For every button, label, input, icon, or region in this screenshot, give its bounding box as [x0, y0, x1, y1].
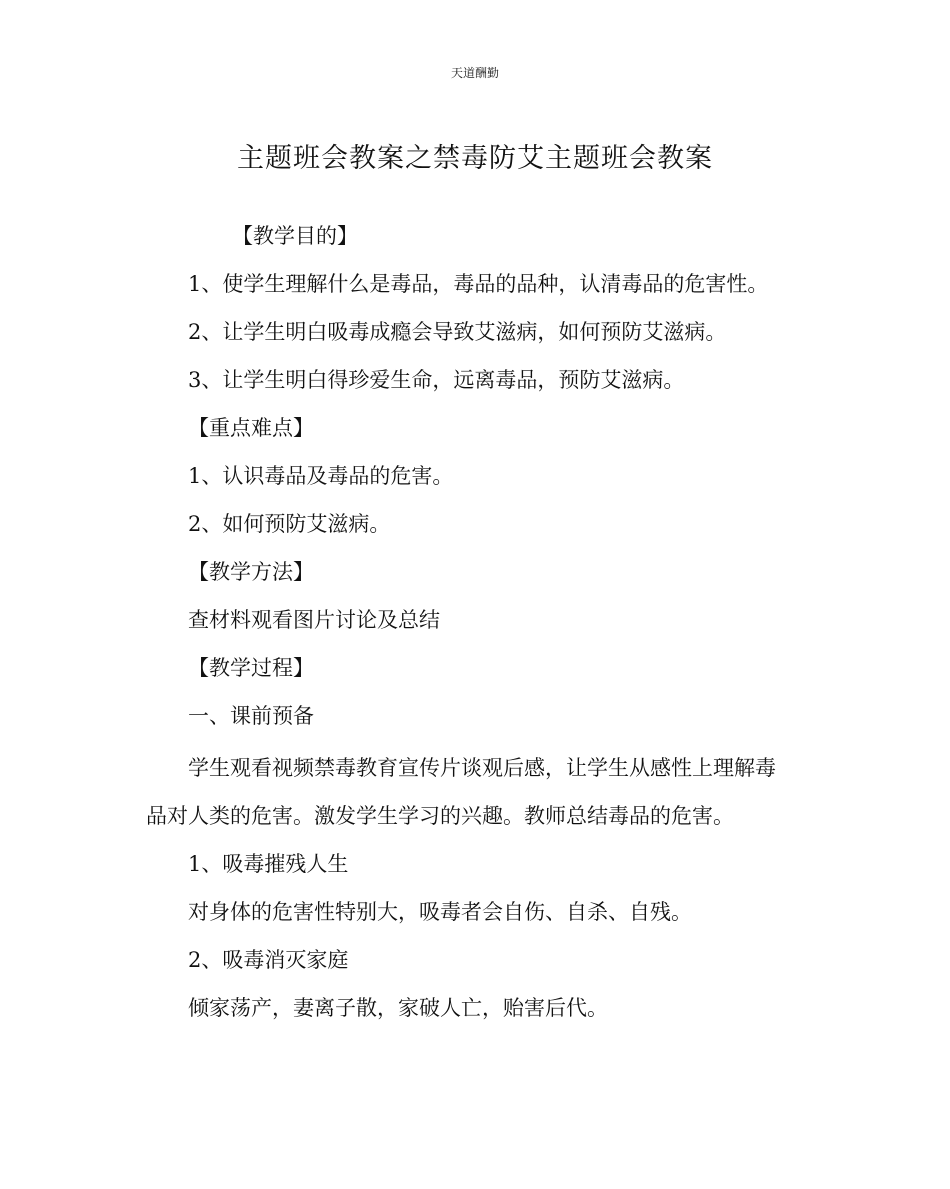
page-header: 天道酬勤: [450, 66, 499, 80]
process-step-heading-1: 一、课前预备: [188, 704, 314, 728]
paragraph-line: 品对人类的危害。激发学生学习的兴趣。教师总结毒品的危害。: [146, 804, 734, 828]
section-heading-process: 【教学过程】: [188, 656, 314, 680]
paragraph-line: 倾家荡产，妻离子散，家破人亡，贻害后代。: [188, 996, 608, 1020]
objective-item-3: 3、让学生明白得珍爱生命，远离毒品，预防艾滋病。: [188, 368, 685, 392]
section-heading-methods: 【教学方法】: [188, 560, 314, 584]
subheading-harm-2: 2、吸毒消灭家庭: [188, 948, 349, 972]
section-heading-objectives: 【教学目的】: [232, 224, 358, 248]
subheading-harm-1: 1、吸毒摧残人生: [188, 852, 349, 876]
section-heading-key-points: 【重点难点】: [188, 416, 314, 440]
document-title: 主题班会教案之禁毒防艾主题班会教案: [237, 143, 713, 174]
key-point-item-2: 2、如何预防艾滋病。: [188, 512, 391, 536]
methods-text: 查材料观看图片讨论及总结: [188, 608, 440, 632]
paragraph-line: 学生观看视频禁毒教育宣传片谈观后感，让学生从感性上理解毒: [188, 756, 776, 780]
key-point-item-1: 1、认识毒品及毒品的危害。: [188, 464, 454, 488]
objective-item-1: 1、使学生理解什么是毒品，毒品的品种，认清毒品的危害性。: [188, 272, 769, 296]
objective-item-2: 2、让学生明白吸毒成瘾会导致艾滋病，如何预防艾滋病。: [188, 320, 727, 344]
paragraph-line: 对身体的危害性特别大，吸毒者会自伤、自杀、自残。: [188, 900, 692, 924]
